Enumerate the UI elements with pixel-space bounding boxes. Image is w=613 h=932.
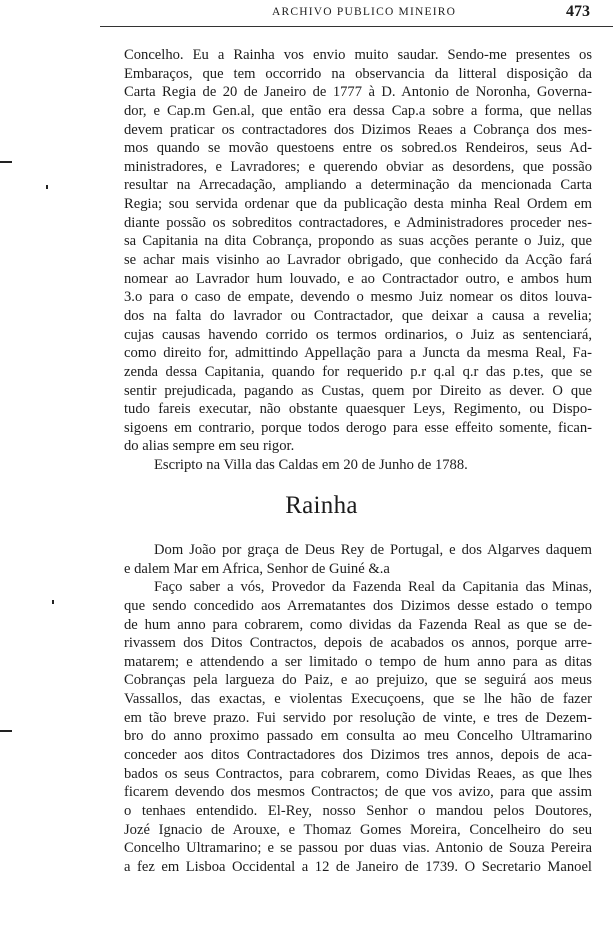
header-rule [100, 26, 613, 27]
text-line: ministradores, e Lavradores; e querendo obviar as desordens, que possão [124, 158, 592, 175]
text-line: Regia; sou servida ordenar que da publicação desta minha Real Ordem em [124, 196, 592, 213]
text-line: resultar na Arrecadação, ampliando a determinação da mencionada Carta [124, 177, 592, 194]
text-line: de hum anno para cobrarem, como dividas da Fazenda Real as que se de- [124, 616, 592, 633]
text-line: Vassallos, das exactas, e violentas Execuçoens, que se lhe hão de fazer [124, 691, 592, 708]
body-text-section-2 [124, 541, 592, 877]
text-line: a fez em Lisboa Occidental a 12 de Janeiro de 1739. O Secretario Manoel [124, 858, 592, 875]
text-line: matarem; e attendendo a ser limitado o tempo de hum anno para as ditas [124, 653, 592, 670]
text-line: cujas causas havendo corrido os termos ordinarios, o Juiz as sentenciará, [124, 326, 592, 343]
text-line: 3.o para o caso de empate, devendo o mesmo Juiz nomear os ditos louva- [124, 289, 592, 306]
dateline: Escripto na Villa das Caldas em 20 de Junho de 1788. [154, 457, 468, 474]
text-line: do alias sempre em seu rigor. [124, 438, 295, 455]
text-line: Faço saber a vós, Provedor da Fazenda Real da Capitania das Minas, [154, 579, 592, 596]
text-line: Embaraços, que tem occorrido na observancia da litteral disposição da [124, 65, 592, 82]
text-line: Jozé Ignacio de Arouxe, e Thomaz Gomes Moreira, Concelheiro do seu [124, 821, 592, 838]
text-line: bro do anno proximo passado em consulta ao meu Concelho Ultramarino [124, 728, 592, 745]
text-line: devem praticar os contractadores dos Dizimos Reaes a Cobrança dos mes- [124, 121, 592, 138]
page-number: 473 [566, 3, 590, 20]
margin-mark-1 [0, 161, 12, 163]
text-line: sa Capitania na dita Cobrança, propondo as suas acções perante o Juiz, que [124, 233, 592, 250]
text-line: bados os seus Contractos, para cobrarem, como Dividas Reaes, as que lhes [124, 765, 592, 782]
text-line: sentir prejudicada, pagando as Custas, quem por Direito as dever. O que [124, 382, 592, 399]
text-line: em tão breve prazo. Fui servido por resolução de vinte, e tres de Dezem- [124, 709, 592, 726]
section-title: Rainha [285, 492, 358, 519]
text-line: que sendo concedido aos Arrematantes dos Dizimos desse estado o tempo [124, 597, 592, 614]
text-line: sigoens em contrario, porque todos derogo para esse effeito somente, fican- [124, 419, 592, 436]
body-text-section-1 [124, 46, 592, 475]
text-line: mos quando se movão questoens entre os sobred.os Rendeiros, seus Ad- [124, 140, 592, 157]
text-line: rivassem dos Ditos Contractos, depois de acabados os annos, porque arre- [124, 635, 592, 652]
margin-mark-2 [46, 185, 48, 189]
text-line: Cobranças pela largueza do Paiz, e ao prejuizo, que se seguirá aos meus [124, 672, 592, 689]
text-line: tudo fareis executar, não obstante quaesquer Leys, Regimento, ou Dispo- [124, 401, 592, 418]
text-line: Concelho Ultramarino; e se passou por duas vias. Antonio de Souza Pereira [124, 840, 592, 857]
margin-mark-3 [0, 730, 12, 732]
text-line: nomear ao Lavrador hum louvado, e ao Contractador outro, e ambos hum [124, 270, 592, 287]
text-line: e dalem Mar em Africa, Senhor de Guiné &.a [124, 560, 390, 577]
text-line: diante possão os sobreditos contractadores, e Administradores proceder nes- [124, 214, 592, 231]
text-line: se achar mais visinho ao Lavrador obrigado, que conhecido da Acção fará [124, 252, 592, 269]
margin-mark-4 [52, 600, 54, 604]
text-line: Dom João por graça de Deus Rey de Portugal, e dos Algarves daquem [154, 542, 592, 558]
running-title: ARCHIVO PUBLICO MINEIRO [272, 6, 457, 18]
text-line: o tenhaes entendido. El-Rey, nosso Senhor o mandou pelos Doutores, [124, 802, 592, 819]
text-line: Concelho. Eu a Rainha vos envio muito saudar. Sendo-me presentes os [124, 47, 592, 63]
text-line: dor, e Cap.m Gen.al, que então era dessa Cap.a sobre a forma, que nellas [124, 102, 592, 119]
text-line: Carta Regia de 20 de Janeiro de 1777 à D. Antonio de Noronha, Governa- [124, 84, 592, 101]
text-line: dos na falta do lavrador ou Contractador, que deixar a causa a revelia; [124, 307, 592, 324]
text-line: ficarem devendo dos mesmos Contractos; de que vos avizo, para que assim [124, 784, 592, 801]
text-line: como direito for, admittindo Appellação para a Juncta da mesma Real, Fa- [124, 345, 592, 362]
text-line: zenda dessa Capitania, quando for requerido p.r q.al q.r das p.tes, que se [124, 363, 592, 380]
text-line: conceder aos ditos Contractadores dos Dizimos tres annos, depois de aca- [124, 747, 592, 764]
